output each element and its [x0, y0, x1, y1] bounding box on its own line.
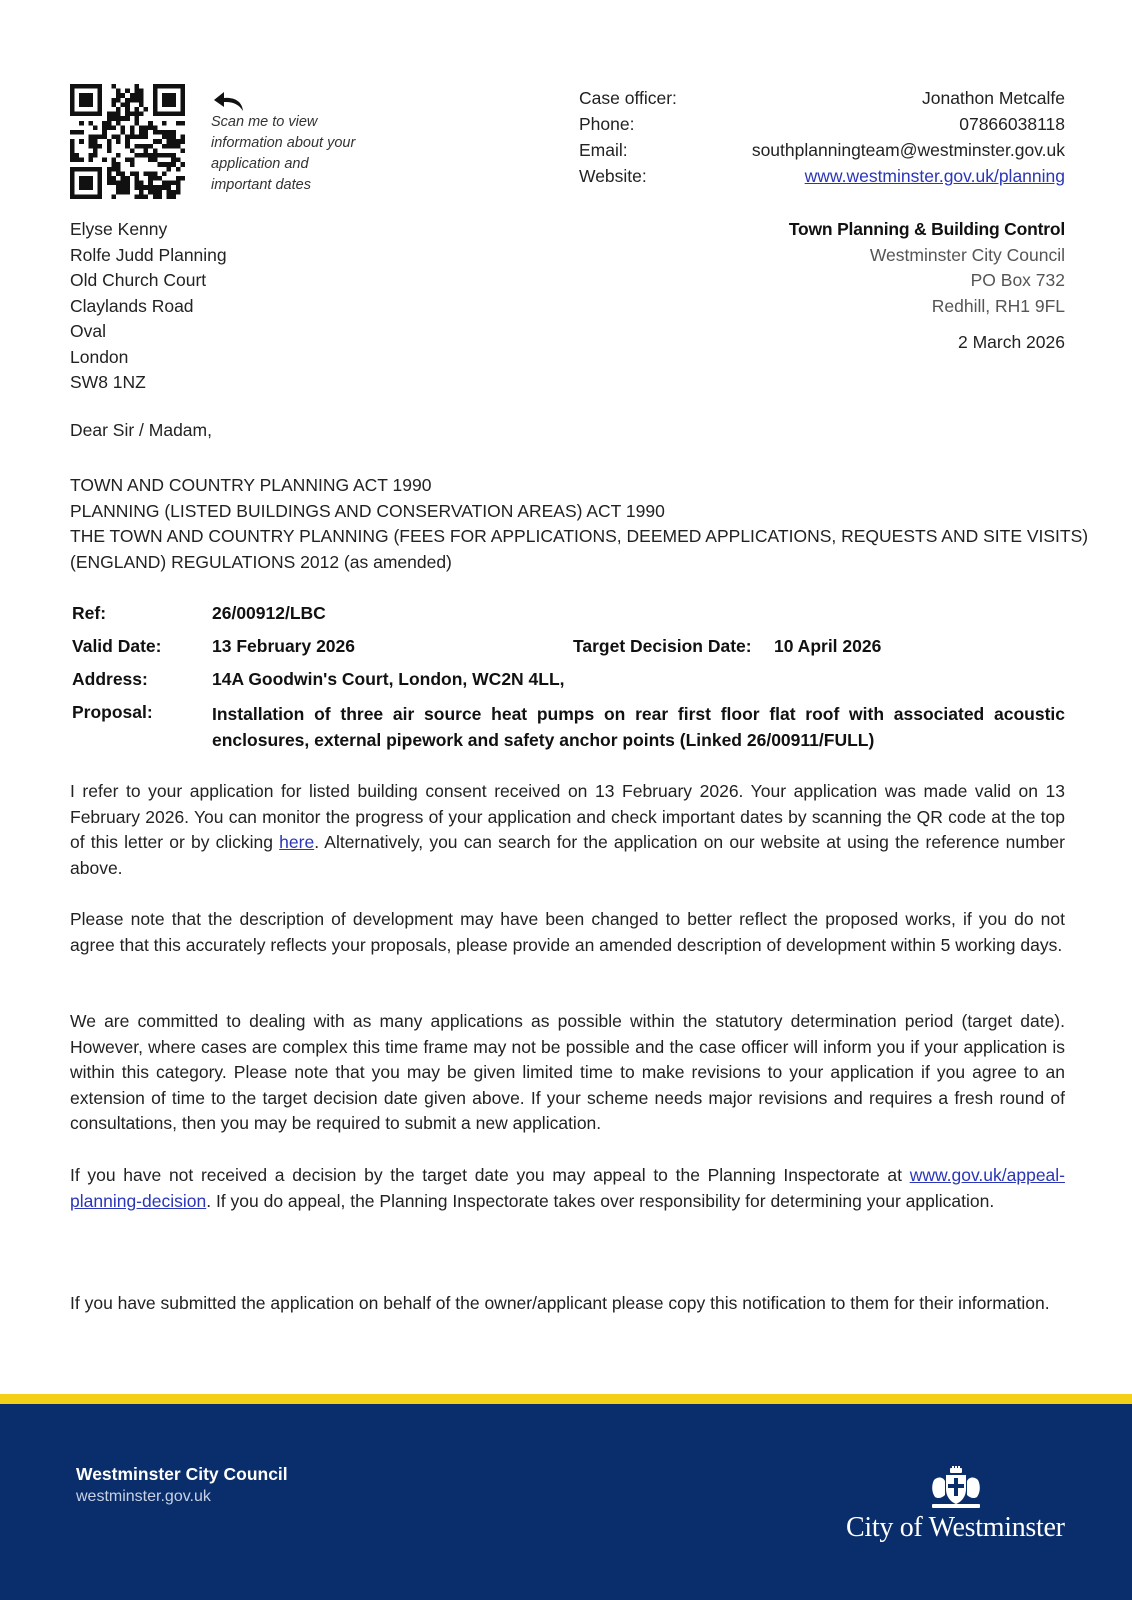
contact-row-case-officer — [579, 85, 1065, 111]
paragraph-text: Please note that the description of development may have been changed to better reflect the proposed works, if you do not agree that this accurately reflects your proposals, please provide an amended description of development within 5 working days. — [70, 909, 1065, 955]
letter-date: 2 March 2026 — [957, 332, 1065, 352]
address-line: Oval — [70, 321, 106, 341]
address-line: Old Church Court — [70, 270, 207, 290]
paragraph-text: I refer to your application for listed building consent received on 13 February 2026. Your application was made valid on 13 February 2026. You can monitor the progress of your application and check important dates by scanning the QR code at the top of this letter or by clicking — [70, 781, 1065, 852]
act-line: (ENGLAND) REGULATIONS 2012 (as amended) — [70, 551, 452, 572]
office-line: Redhill, RH1 9FL — [931, 295, 1065, 316]
recipient-address — [70, 217, 227, 396]
paragraph-text: . Alternatively, you can search for the application on our website at using the reference number above. — [70, 832, 1065, 878]
address-label: Address: — [72, 669, 148, 689]
act-line: PLANNING (LISTED BUILDINGS AND CONSERVATION AREAS) ACT 1990 — [70, 500, 665, 521]
paragraph-appeal — [70, 1163, 1065, 1214]
address-line: London — [70, 346, 129, 367]
contact-details — [579, 85, 1065, 189]
office-name: Town Planning & Building Control — [788, 219, 1065, 239]
address-value: 14A Goodwin's Court, London, WC2N 4LL, — [212, 669, 565, 689]
curved-arrow-icon — [212, 89, 246, 113]
address-line: Elyse Kenny — [70, 219, 168, 239]
footer-website[interactable]: westminster.gov.uk — [76, 1488, 211, 1505]
contact-label: Case officer: — [579, 88, 677, 108]
contact-label: Website: — [579, 166, 647, 186]
city-of-westminster-logo: City of Westminster — [846, 1512, 1065, 1543]
website-link[interactable]: www.westminster.gov.uk/planning — [804, 166, 1065, 186]
contact-row-website — [579, 163, 1065, 189]
office-address — [789, 217, 1065, 319]
contact-label: Phone: — [579, 114, 635, 134]
contact-row-phone — [579, 111, 1065, 137]
office-line: Westminster City Council — [869, 244, 1065, 265]
paragraph-description-note — [70, 907, 1065, 958]
qr-code[interactable] — [70, 84, 185, 199]
phone-number: 07866038118 — [959, 114, 1065, 134]
here-link[interactable]: here — [279, 832, 315, 852]
paragraph-text: If you have submitted the application on behalf of the owner/applicant please copy this notification to them for their information. — [70, 1293, 1050, 1313]
paragraph-determination-period — [70, 1009, 1065, 1137]
paragraph-application-received — [70, 779, 1065, 881]
legislation-heading — [70, 473, 1089, 575]
paragraph-text: . If you do appeal, the Planning Inspectorate takes over responsibility for determining your application. — [206, 1190, 995, 1211]
valid-date-label: Valid Date: — [72, 636, 162, 656]
act-line: THE TOWN AND COUNTRY PLANNING (FEES FOR APPLICATIONS, DEEMED APPLICATIONS, REQUESTS AND SITE VISITS) — [70, 526, 1089, 546]
email-address: southplanningteam@westminster.gov.uk — [751, 140, 1065, 160]
paragraph-text: If you have not received a decision by the target date you may appeal to the Planning Inspectorate at — [70, 1165, 910, 1185]
case-officer-name: Jonathon Metcalfe — [921, 88, 1065, 108]
ref-value: 26/00912/LBC — [212, 603, 326, 623]
target-date-label: Target Decision Date: — [573, 636, 752, 656]
footer-banner — [0, 1404, 1132, 1600]
target-date-value: 10 April 2026 — [774, 636, 882, 656]
footer-org-name: Westminster City Council — [76, 1464, 288, 1484]
proposal-value: Installation of three air source heat pumps on rear first floor flat roof with associated acoustic enclosures, external pipework and safety anchor points (Linked 26/00911/FULL) — [212, 704, 1065, 750]
paragraph-text: We are committed to dealing with as many applications as possible within the statutory determination period (target date). However, where cases are complex this time frame may not be possible and the case officer will inform you if your application is within this category. Please note that you may be given limited time to make revisions to your application if you agree to an extension of time to the target decision date given above. If your scheme needs major revisions and requires a fresh round of consultations, then you may be required to submit a new application. — [70, 1011, 1065, 1133]
footer-stripe — [0, 1394, 1132, 1404]
address-line: Rolfe Judd Planning — [70, 244, 227, 265]
proposal-label: Proposal: — [72, 702, 153, 722]
contact-label: Email: — [579, 140, 628, 160]
office-line: PO Box 732 — [970, 270, 1065, 290]
ref-label: Ref: — [72, 603, 107, 623]
appeal-link[interactable]: www.gov.uk/appeal-planning-decision — [70, 1165, 1065, 1211]
paragraph-copy-notification — [70, 1291, 1065, 1317]
act-line: TOWN AND COUNTRY PLANNING ACT 1990 — [70, 475, 432, 495]
qr-caption: Scan me to view information about your application and important dates — [211, 114, 356, 193]
valid-date-value: 13 February 2026 — [212, 636, 356, 656]
address-line: Claylands Road — [70, 295, 194, 316]
coat-of-arms-icon — [928, 1466, 984, 1510]
salutation: Dear Sir / Madam, — [70, 420, 212, 440]
contact-row-email — [579, 137, 1065, 163]
address-line: SW8 1NZ — [70, 372, 146, 392]
